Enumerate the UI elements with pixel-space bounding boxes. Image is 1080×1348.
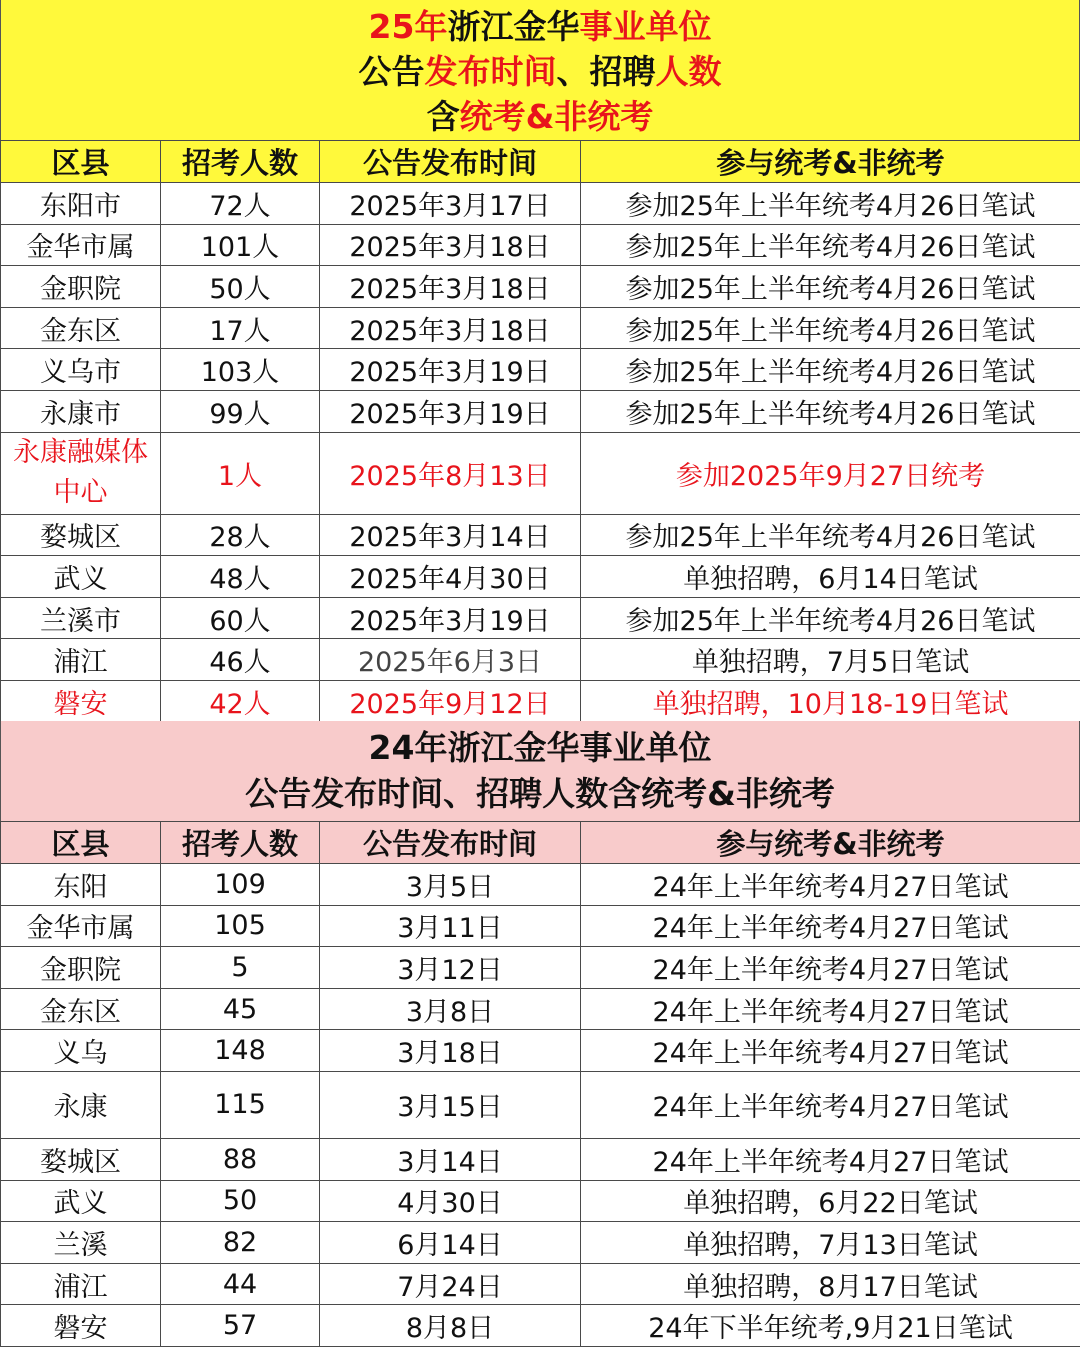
- cell-exam: 参加25年上半年统考4月26日笔试: [581, 597, 1080, 639]
- table-row: [1, 864, 1080, 906]
- cell-exam: 单独招聘，7月13日笔试: [581, 1222, 1080, 1264]
- title-text: 浙江金华: [447, 7, 580, 46]
- cell-count: 99人: [161, 390, 320, 432]
- cell-exam: 24年上半年统考4月27日笔试: [581, 1071, 1080, 1138]
- cell-date: 3月11日: [320, 905, 581, 947]
- cell-exam: 24年上半年统考4月27日笔试: [581, 988, 1080, 1030]
- cell-date: 2025年3月19日: [320, 349, 581, 391]
- table-row: [1, 307, 1080, 349]
- table-row: [1, 390, 1080, 432]
- cell-date: 3月14日: [320, 1138, 581, 1180]
- table-row: [1, 266, 1080, 308]
- cell-county: 金职院: [1, 947, 161, 989]
- cell-count: 28人: [161, 514, 320, 556]
- cell-date: 2025年3月18日: [320, 266, 581, 308]
- cell-exam: 参加25年上半年统考4月26日笔试: [581, 349, 1080, 391]
- title-text: 事业单位: [579, 7, 712, 46]
- cell-county: 兰溪: [1, 1222, 161, 1264]
- section-2024: [0, 721, 1080, 1347]
- cell-exam: 参加25年上半年统考4月26日笔试: [581, 390, 1080, 432]
- cell-county: 金东区: [1, 988, 161, 1030]
- title-2025-line-3: [1, 94, 1079, 139]
- title-text: 人数: [655, 52, 722, 91]
- cell-count: 44: [161, 1263, 320, 1305]
- cell-count: 17人: [161, 307, 320, 349]
- table-row: [1, 988, 1080, 1030]
- title-2024-line-1: 24年浙江金华事业单位: [368, 728, 712, 767]
- table-header-row: [1, 141, 1080, 183]
- cell-county: 金职院: [1, 266, 161, 308]
- cell-exam: 单独招聘，7月5日笔试: [581, 639, 1080, 681]
- cell-county: 浦江: [1, 1263, 161, 1305]
- title-text: 25年: [368, 7, 448, 46]
- cell-date: 2025年3月14日: [320, 514, 581, 556]
- table-row: [1, 1180, 1080, 1222]
- cell-county: 武义: [1, 556, 161, 598]
- cell-date: 7月24日: [320, 1263, 581, 1305]
- cell-county: 浦江: [1, 639, 161, 681]
- title-2024-line-2: 公告发布时间、招聘人数含统考&非统考: [245, 774, 835, 813]
- cell-county: 兰溪市: [1, 597, 161, 639]
- table-row: [1, 183, 1080, 225]
- cell-date: 2025年3月18日: [320, 224, 581, 266]
- table-row: [1, 1071, 1080, 1138]
- title-banner-2025: [0, 0, 1080, 140]
- cell-county: 婺城区: [1, 1138, 161, 1180]
- cell-exam: 单独招聘，6月22日笔试: [581, 1180, 1080, 1222]
- cell-count: 50人: [161, 266, 320, 308]
- cell-date: 2025年6月3日: [320, 639, 581, 681]
- cell-county: 东阳市: [1, 183, 161, 225]
- cell-date: 3月12日: [320, 947, 581, 989]
- cell-count: 48人: [161, 556, 320, 598]
- column-header: 招考人数: [161, 822, 320, 864]
- cell-count: 1人: [161, 432, 320, 514]
- cell-count: 57: [161, 1305, 320, 1347]
- cell-count: 50: [161, 1180, 320, 1222]
- cell-exam: 单独招聘，10月18-19日笔试: [581, 680, 1080, 722]
- cell-date: 3月8日: [320, 988, 581, 1030]
- cell-county: 金华市属: [1, 224, 161, 266]
- table-row: [1, 1305, 1080, 1347]
- cell-count: 72人: [161, 183, 320, 225]
- column-header: 招考人数: [161, 141, 320, 183]
- column-header: 区县: [1, 141, 161, 183]
- cell-county: 永康市: [1, 390, 161, 432]
- table-row: [1, 1222, 1080, 1264]
- cell-date: 2025年8月13日: [320, 432, 581, 514]
- cell-county: 磐安: [1, 680, 161, 722]
- table-2024: [0, 821, 1080, 1347]
- table-row: [1, 556, 1080, 598]
- title-2025-line-2: [1, 49, 1079, 94]
- cell-date: 2025年3月17日: [320, 183, 581, 225]
- title-text: 公告: [358, 52, 425, 91]
- cell-county: 永康融媒体中心: [1, 432, 161, 514]
- cell-date: 2025年3月18日: [320, 307, 581, 349]
- cell-count: 5: [161, 947, 320, 989]
- title-text: 统考&非统考: [459, 97, 654, 136]
- cell-count: 46人: [161, 639, 320, 681]
- column-header: 参与统考&非统考: [581, 822, 1080, 864]
- cell-date: 2025年4月30日: [320, 556, 581, 598]
- column-header: 公告发布时间: [320, 141, 581, 183]
- cell-count: 109: [161, 864, 320, 906]
- cell-county: 义乌市: [1, 349, 161, 391]
- cell-county: 金东区: [1, 307, 161, 349]
- cell-exam: 参加2025年9月27日统考: [581, 432, 1080, 514]
- cell-exam: 参加25年上半年统考4月26日笔试: [581, 183, 1080, 225]
- cell-exam: 参加25年上半年统考4月26日笔试: [581, 307, 1080, 349]
- cell-count: 88: [161, 1138, 320, 1180]
- cell-exam: 24年上半年统考4月27日笔试: [581, 905, 1080, 947]
- cell-date: 2025年9月12日: [320, 680, 581, 722]
- cell-date: 4月30日: [320, 1180, 581, 1222]
- cell-exam: 24年上半年统考4月27日笔试: [581, 947, 1080, 989]
- cell-date: 2025年3月19日: [320, 597, 581, 639]
- cell-count: 82: [161, 1222, 320, 1264]
- cell-county: 永康: [1, 1071, 161, 1138]
- column-header: 区县: [1, 822, 161, 864]
- table-row: [1, 947, 1080, 989]
- cell-exam: 单独招聘，6月14日笔试: [581, 556, 1080, 598]
- title-text: 含: [426, 97, 460, 136]
- table-row: [1, 224, 1080, 266]
- cell-county: 武义: [1, 1180, 161, 1222]
- title-text: 发布时间: [424, 52, 557, 91]
- table-header-row: [1, 822, 1080, 864]
- cell-count: 42人: [161, 680, 320, 722]
- title-2025-line-1: [1, 4, 1079, 49]
- table-row: [1, 597, 1080, 639]
- cell-date: 6月14日: [320, 1222, 581, 1264]
- table-row: [1, 1138, 1080, 1180]
- cell-county: 义乌: [1, 1030, 161, 1072]
- column-header: 参与统考&非统考: [581, 141, 1080, 183]
- table-row: [1, 680, 1080, 722]
- cell-date: 2025年3月19日: [320, 390, 581, 432]
- cell-exam: 24年下半年统考,9月21日笔试: [581, 1305, 1080, 1347]
- cell-county: 磐安: [1, 1305, 161, 1347]
- table-row: [1, 432, 1080, 514]
- cell-exam: 24年上半年统考4月27日笔试: [581, 864, 1080, 906]
- title-text: 、招聘: [556, 52, 656, 91]
- cell-count: 45: [161, 988, 320, 1030]
- cell-exam: 参加25年上半年统考4月26日笔试: [581, 266, 1080, 308]
- cell-county: 金华市属: [1, 905, 161, 947]
- title-banner-2024: [0, 721, 1080, 821]
- cell-count: 105: [161, 905, 320, 947]
- table-row: [1, 349, 1080, 391]
- cell-exam: 参加25年上半年统考4月26日笔试: [581, 224, 1080, 266]
- cell-date: 3月18日: [320, 1030, 581, 1072]
- cell-exam: 参加25年上半年统考4月26日笔试: [581, 514, 1080, 556]
- cell-count: 101人: [161, 224, 320, 266]
- cell-count: 103人: [161, 349, 320, 391]
- cell-date: 8月8日: [320, 1305, 581, 1347]
- table-row: [1, 1030, 1080, 1072]
- cell-date: 3月5日: [320, 864, 581, 906]
- cell-date: 3月15日: [320, 1071, 581, 1138]
- cell-count: 148: [161, 1030, 320, 1072]
- cell-exam: 24年上半年统考4月27日笔试: [581, 1030, 1080, 1072]
- cell-exam: 24年上半年统考4月27日笔试: [581, 1138, 1080, 1180]
- cell-count: 115: [161, 1071, 320, 1138]
- table-row: [1, 514, 1080, 556]
- cell-exam: 单独招聘，8月17日笔试: [581, 1263, 1080, 1305]
- cell-county: 东阳: [1, 864, 161, 906]
- cell-count: 60人: [161, 597, 320, 639]
- cell-county: 婺城区: [1, 514, 161, 556]
- table-2025: [0, 140, 1080, 723]
- table-row: [1, 905, 1080, 947]
- column-header: 公告发布时间: [320, 822, 581, 864]
- table-row: [1, 639, 1080, 681]
- table-row: [1, 1263, 1080, 1305]
